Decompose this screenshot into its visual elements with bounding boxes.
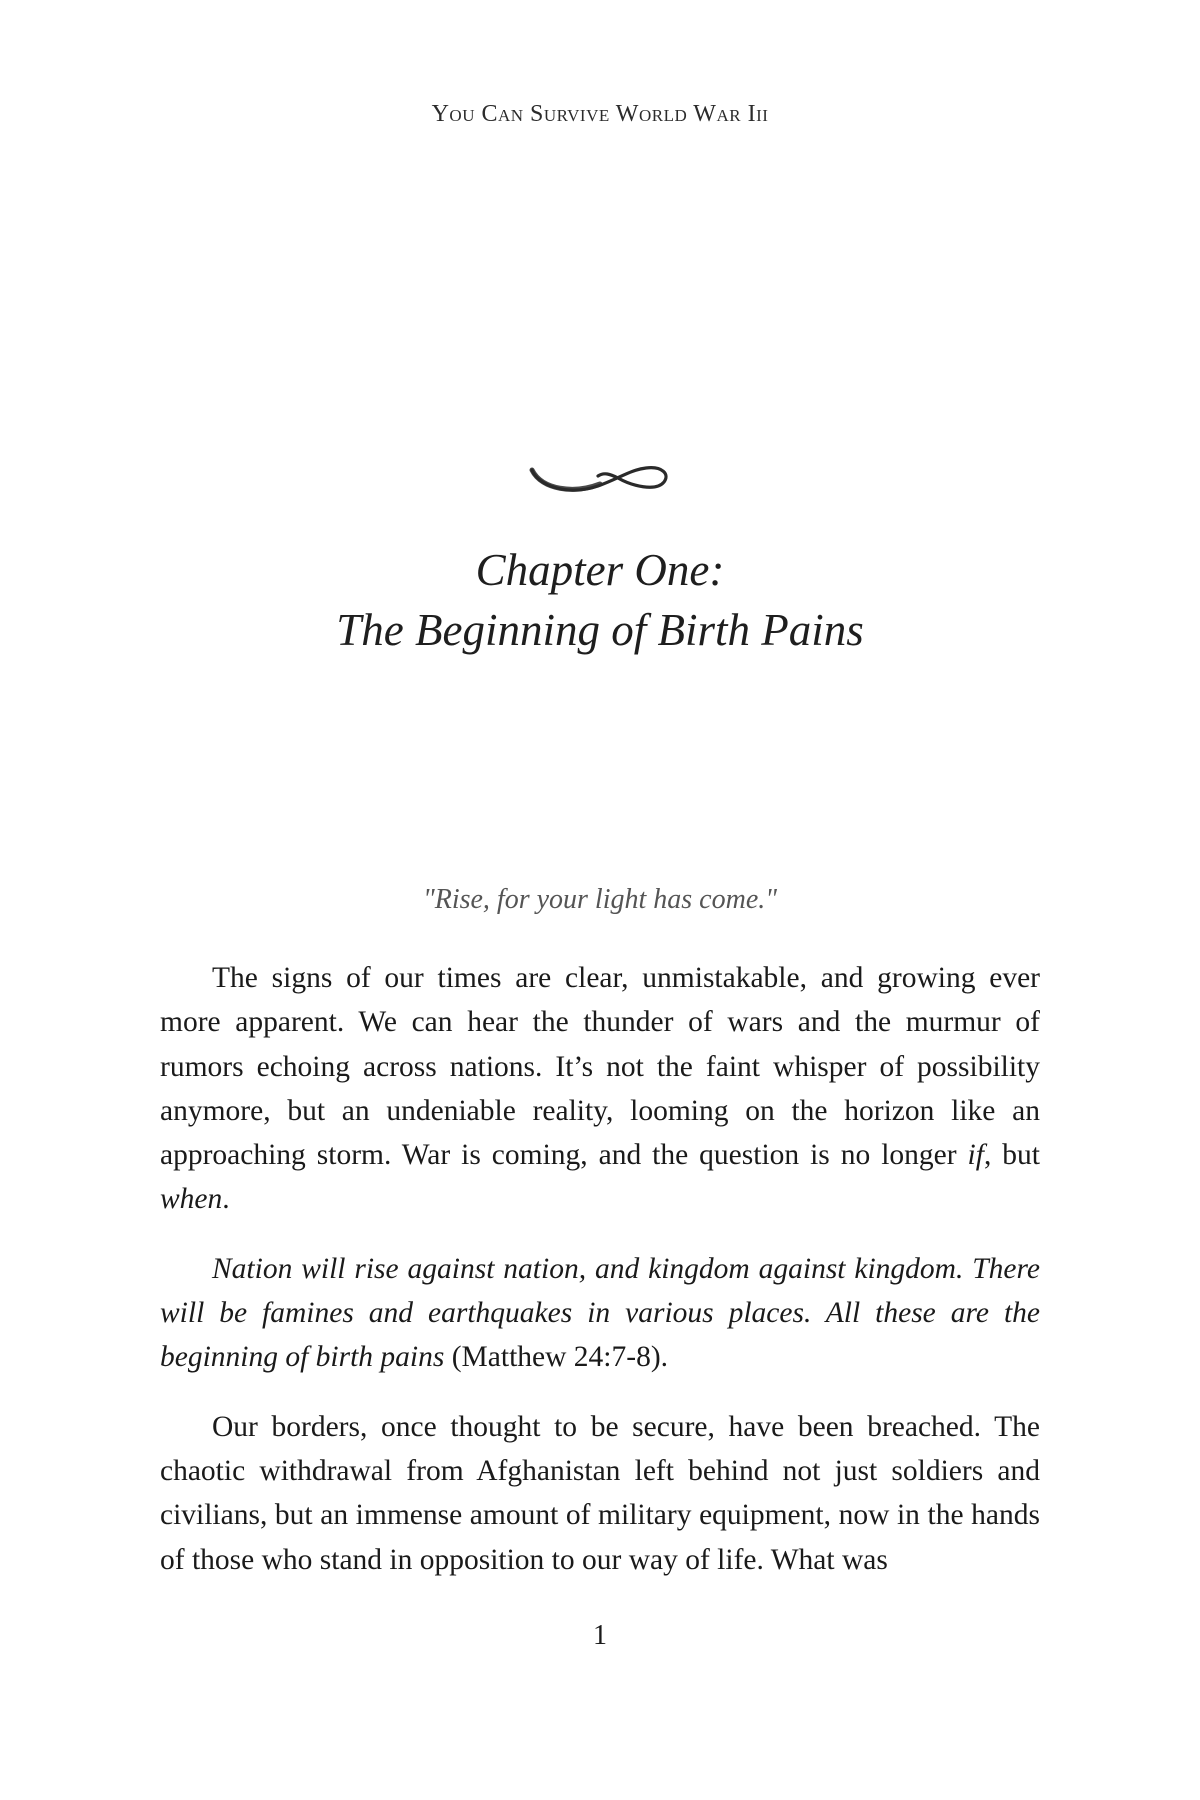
emphasis-if: if bbox=[967, 1139, 984, 1172]
paragraph-1-text-c: . bbox=[222, 1183, 230, 1216]
emphasis-when: when bbox=[160, 1183, 223, 1216]
chapter-title bbox=[0, 540, 1200, 660]
epigraph: "Rise, for your light has come." bbox=[422, 884, 778, 915]
body-text bbox=[160, 956, 1040, 1607]
scripture-reference: (Matthew 24:7-8). bbox=[444, 1341, 669, 1374]
paragraph-3: Our borders, once thought to be secure, have been breached. The chaotic withdrawal from Afghanistan left behind not just soldiers and civilians, but an immense amount of military equipment, now in the hands of those who stand in opposition to our way of life. What was bbox=[160, 1410, 1040, 1576]
chapter-title-line-2: The Beginning of Birth Pains bbox=[336, 605, 864, 655]
chapter-title-line-1: Chapter One: bbox=[475, 545, 725, 595]
running-head: You Can Survive World War Iii bbox=[431, 101, 769, 127]
paragraph-1-text-b: , but bbox=[983, 1139, 1040, 1172]
scripture-quote bbox=[160, 1247, 1040, 1380]
paragraph-1-text-a: The signs of our times are clear, unmistakable, and growing ever more apparent. We can hear the thunder of wars and the murmur of rumors echoing across nations. It’s not the faint whisper of possibility anymore, but an undeniable reality, looming on the horizon like an approaching storm. War is coming, and the question is no longer bbox=[160, 962, 1040, 1172]
swash-flourish-icon bbox=[528, 462, 672, 502]
page-number: 1 bbox=[593, 1620, 607, 1651]
paragraph-1 bbox=[160, 956, 1040, 1222]
scripture-quote-text: Nation will rise against nation, and kingdom against kingdom. There will be famines and earthquakes in various places. All these are the beginning of birth pains bbox=[160, 1252, 1040, 1374]
